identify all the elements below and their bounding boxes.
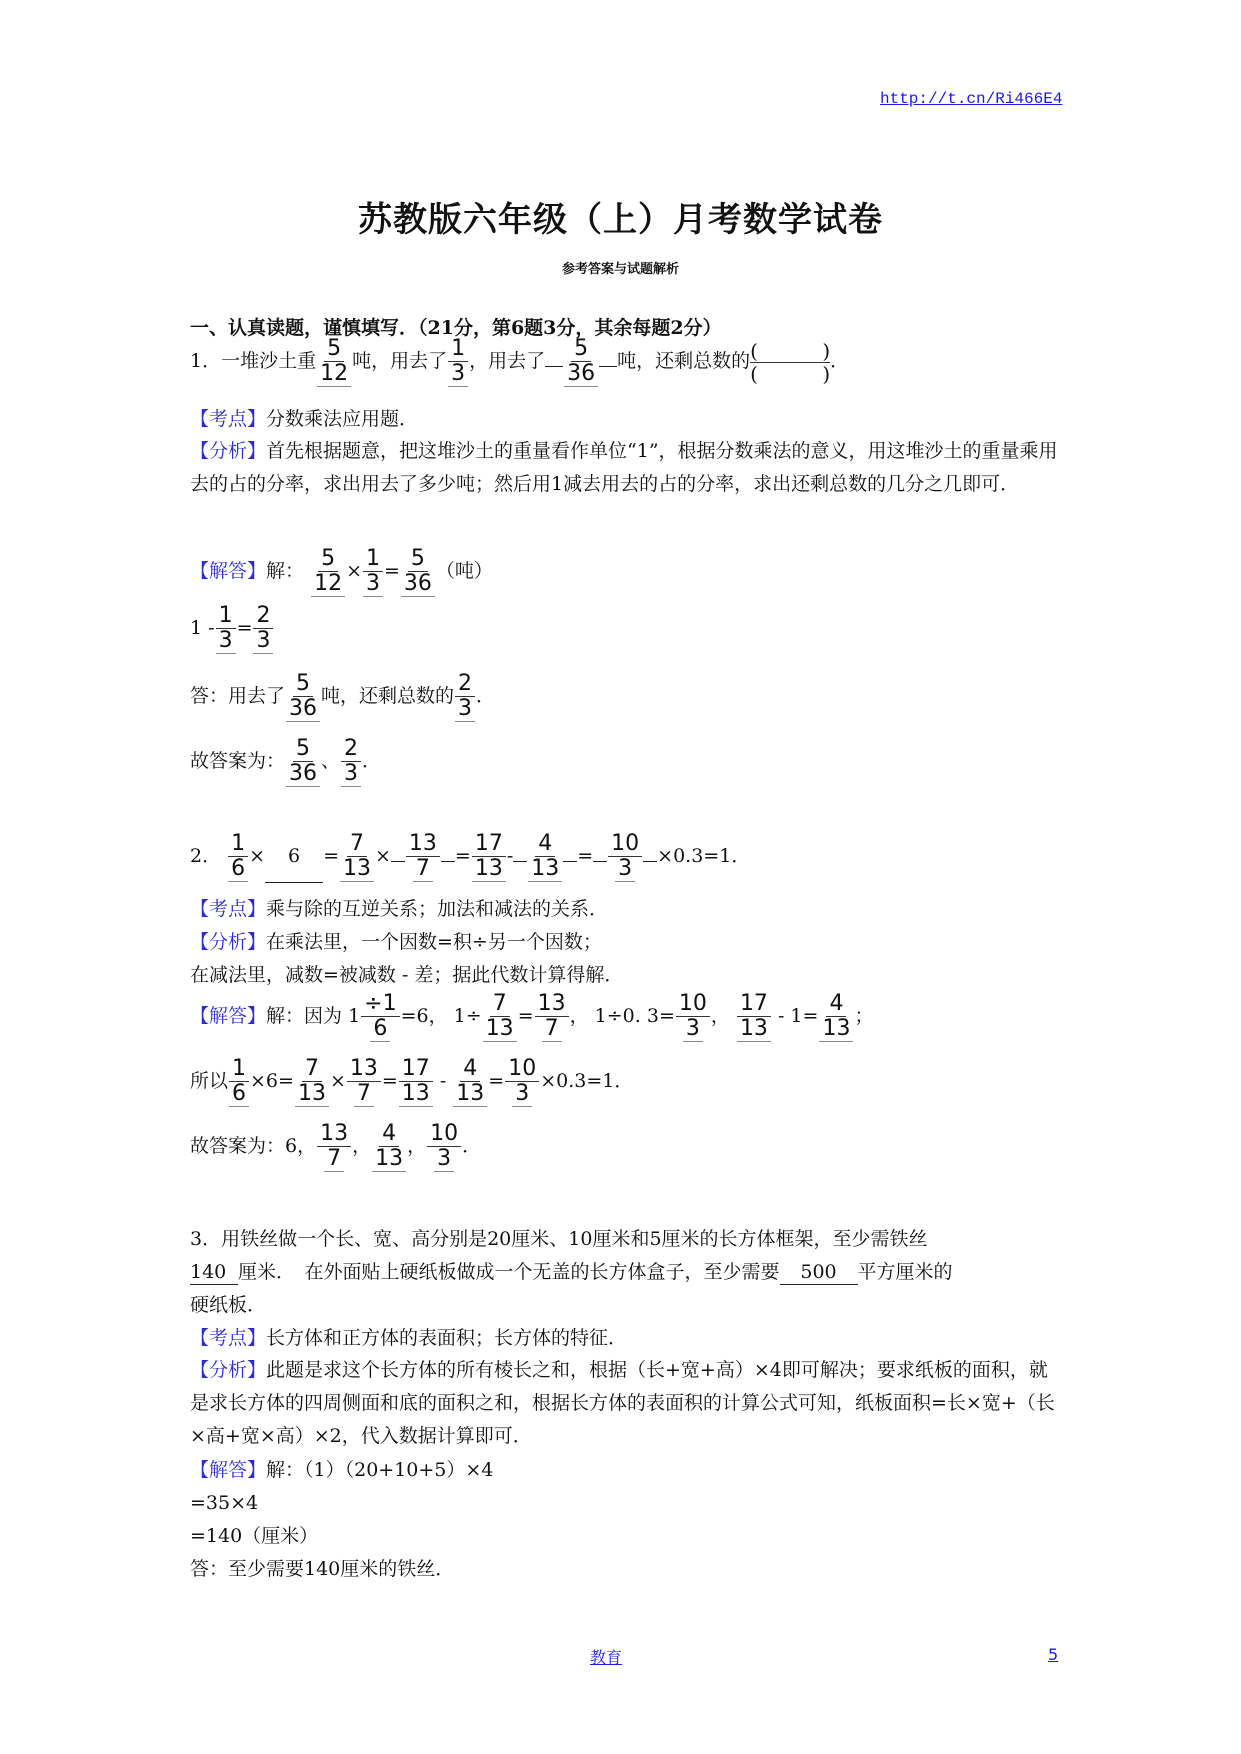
- q3-kaodian: 【考点】长方体和正方体的表面积；长方体的特征．: [190, 1327, 628, 1349]
- q1-text: 吨，用去了: [352, 350, 448, 372]
- q2-final-answer: 故答案为：6， $\frac{13}{7}$ ， $\frac{4}{13}$ ， $\frac{10}{3}$ ．: [190, 1121, 482, 1171]
- q3-fenxi: 【分析】此题是求这个长方体的所有棱长之和，根据（长+宽+高）×4即可解决；要求纸板的面积，就是求长方体的四周侧面和底的面积之和，根据长方体的表面积的计算公式可知，纸板面积=长×宽+（长×高+宽×高）×2，代入数据计算即可．: [190, 1359, 1055, 1447]
- q1-text: ，用去了: [469, 350, 546, 372]
- q1-text: 吨，还剩总数的: [617, 350, 751, 372]
- q3-question-line2: 140 厘米． 在外面贴上硬纸板做成一个无盖的长方体盒子，至少需要 500 平方厘米的: [190, 1261, 953, 1283]
- q3-step1: =35×4: [190, 1492, 259, 1514]
- header-url-link[interactable]: http://t.cn/Ri466E4: [880, 90, 1063, 108]
- page-subtitle: 参考答案与试题解析: [561, 262, 679, 277]
- q2-question: 2． $\frac{1}{6}$ × 6 = $\frac{7}{13}$ × $\frac{13}{7}$ = $\frac{17}{13}$ - $\frac{4}{13}$ = $\frac{10}{3}$ ×0.3=1．: [190, 831, 751, 881]
- q3-step2: =140（厘米）: [190, 1525, 319, 1547]
- q2-solution-so: 所以 $\frac{1}{6}$ ×6= $\frac{7}{13}$ × $\frac{13}{7}$ = $\frac{17}{13}$ - $\frac{4}{13}$ = $\frac{10}{3}$ ×0.3=1．: [190, 1056, 634, 1106]
- q2-fenxi: 【分析】在乘法里，一个因数=积÷另一个因数；: [190, 931, 602, 953]
- q1-final-answer: 故答案为： $\frac{5}{36}$ 、 $\frac{2}{3}$ ．: [190, 736, 382, 786]
- q3-solution: 【解答】解：（1）（20+10+5）×4: [190, 1459, 494, 1481]
- q2-solution-because: 【解答】解：因为 1 $\frac{\div 1}{6}$ =6， 1÷ $\frac{7}{13}$ = $\frac{13}{7}$ ， 1÷0. 3= $\frac{10}{3}$ ， $\frac{17}{13}$ - 1= $\frac{4}{13}$ ；: [190, 991, 874, 1041]
- q1-solution-step2: 1 - $\frac{1}{3}$ = $\frac{2}{3}$: [190, 602, 274, 654]
- q2-blank-4: $\frac{10}{3}$: [608, 832, 642, 882]
- q3-blank-1: 140: [190, 1260, 238, 1285]
- q2-blank-2: $\frac{13}{7}$: [406, 832, 440, 882]
- q3-answer: 答：至少需要140厘米的铁丝．: [190, 1558, 455, 1580]
- q2-blank-1: 6: [265, 830, 323, 883]
- fenxi-tag: 【分析】: [190, 440, 267, 462]
- q1-text: 1．一堆沙土重: [190, 350, 317, 372]
- blank: [545, 366, 563, 367]
- q2-kaodian: 【考点】乘与除的互逆关系；加法和减法的关系．: [190, 898, 609, 920]
- fraction: $\frac{1}{3}$: [448, 337, 468, 387]
- q3-question-line3: 硬纸板．: [190, 1294, 267, 1316]
- q1-fenxi: 【分析】首先根据题意，把这堆沙土的重量看作单位“1”，根据分数乘法的意义，用这堆沙土的重量乘用去的占的分率，求出用去了多少吨；然后用1减去用去的占的分率，求出还剩总数的几分之几即可．: [190, 440, 1058, 495]
- q1-answer-line: 答：用去了 $\frac{5}{36}$ 吨，还剩总数的 $\frac{2}{3}$ ．: [190, 671, 496, 721]
- fraction: $\frac{5}{12}$: [317, 337, 351, 387]
- empty-fraction-blank: ( ) ( ): [750, 338, 831, 386]
- page-title: 苏教版六年级（上）月考数学试卷: [358, 200, 883, 240]
- q3-question-line1: 3．用铁丝做一个长、宽、高分别是20厘米、10厘米和5厘米的长方体框架，至少需铁丝: [190, 1228, 928, 1250]
- kaodian-tag: 【考点】: [190, 408, 267, 430]
- q1-solution-step1: 【解答】解： $\frac{5}{12}$ × $\frac{1}{3}$ = $\frac{5}{36}$ （吨）: [190, 546, 493, 596]
- q1-kaodian: 【考点】分数乘法应用题．: [190, 408, 419, 430]
- section-heading: 一、认真读题，谨慎填写．（21分，第6题3分，其余每题2分）: [190, 317, 722, 339]
- q2-fenxi-cont: 在减法里，减数=被减数 - 差；据此代数计算得解．: [190, 964, 624, 986]
- q1-answer-fraction: $\frac{5}{36}$: [564, 337, 598, 387]
- q1-question: 1．一堆沙土重 $\frac{5}{12}$ 吨，用去了 $\frac{1}{3}$ ，用去了 $\frac{5}{36}$ 吨，还剩总数的 ( ) ( ) ．: [190, 336, 850, 386]
- blank: [599, 366, 617, 367]
- page-number: 5: [1048, 1645, 1059, 1664]
- q3-blank-2: 500: [780, 1260, 858, 1285]
- q2-blank-3: $\frac{4}{13}$: [528, 832, 562, 882]
- footer-link[interactable]: 教育: [590, 1648, 623, 1667]
- jieda-tag: 【解答】: [190, 560, 267, 582]
